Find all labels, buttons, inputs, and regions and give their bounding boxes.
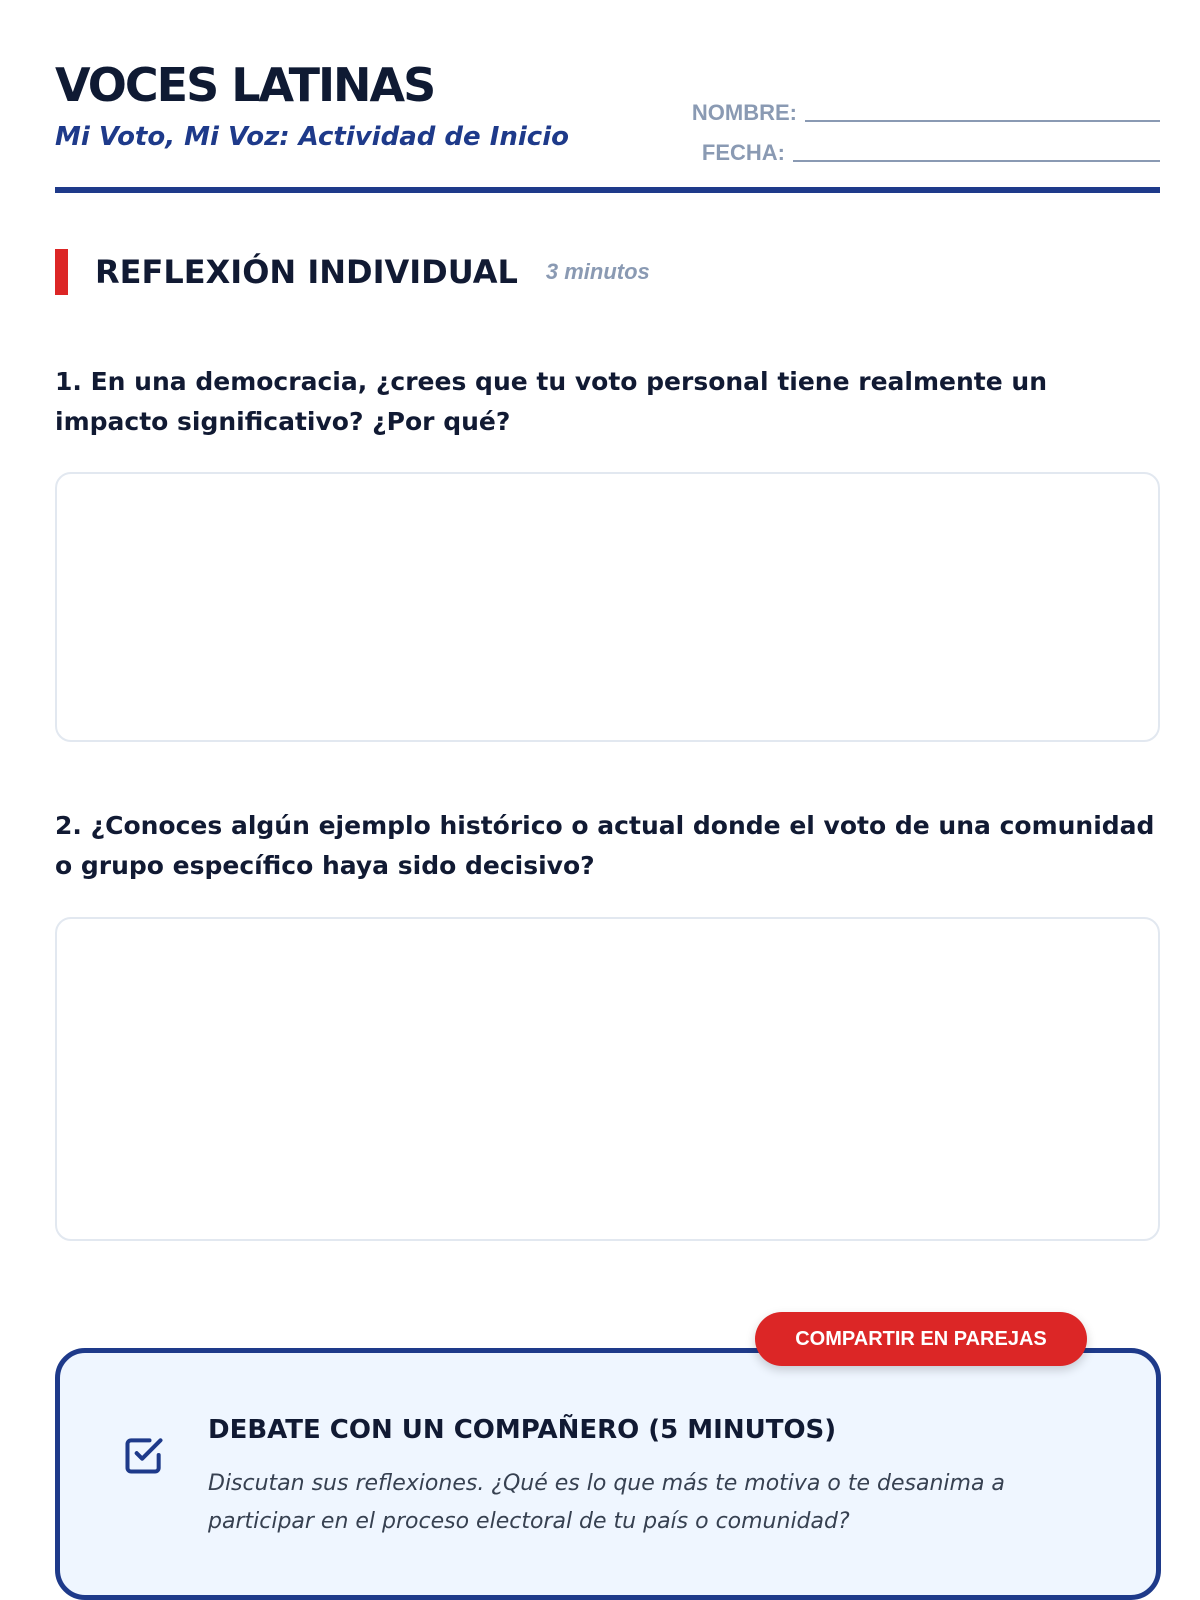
question-1: 1. En una democracia, ¿crees que tu voto personal tiene realmente un impacto significativo? ¿Por qué? — [55, 367, 1047, 436]
share-in-pairs-badge: COMPARTIR EN PAREJAS — [755, 1312, 1087, 1366]
question-2: 2. ¿Conoces algún ejemplo histórico o actual donde el voto de una comunidad o grupo específico haya sido decisivo? — [55, 811, 1155, 880]
section-accent-bar — [55, 249, 68, 295]
name-field[interactable] — [680, 90, 1160, 126]
date-label: FECHA: — [701, 140, 785, 165]
answer-box-1[interactable] — [55, 472, 1160, 742]
date-field[interactable] — [680, 130, 1160, 166]
activity-subtitle: Mi Voto, Mi Voz: Actividad de Inicio — [55, 122, 569, 152]
answer-box-2[interactable] — [55, 917, 1160, 1241]
header-divider — [55, 187, 1160, 193]
name-label: NOMBRE: — [691, 100, 797, 125]
pair-discussion-panel — [55, 1348, 1161, 1600]
worksheet-page — [55, 0, 1160, 1600]
section-title: REFLEXIÓN INDIVIDUAL — [95, 253, 518, 291]
checkbox-icon — [122, 1433, 166, 1477]
name-input-line[interactable] — [805, 100, 1160, 122]
brand-title: VOCES LATINAS — [55, 58, 435, 112]
debate-title: DEBATE CON UN COMPAÑERO (5 MINUTOS) — [208, 1415, 837, 1445]
date-input-line[interactable] — [793, 140, 1160, 162]
section-header — [55, 248, 650, 296]
debate-instructions: Discutan sus reflexiones. ¿Qué es lo que más te motiva o te desanima a participar en el proceso electoral de tu país o comunidad? — [208, 1471, 1005, 1534]
student-fields — [680, 90, 1160, 170]
section-duration: 3 minutos — [545, 259, 650, 284]
